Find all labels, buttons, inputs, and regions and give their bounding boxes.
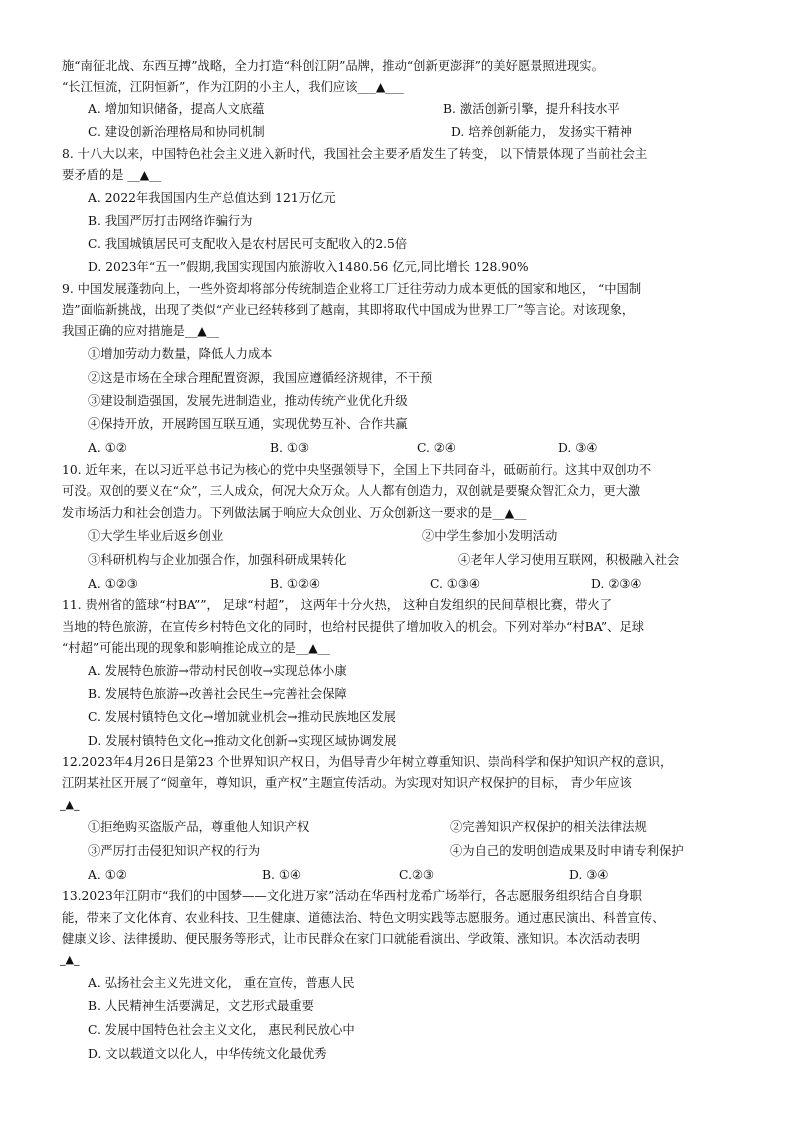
- q10-stem-line-3: 发市场活力和社会创造力。下列做法属于响应大众创业、万众创新这一要求的是__▲__: [62, 506, 527, 520]
- q11-option-d: D. 发展村镇特色文化→推动文化创新→实现区域协调发展: [88, 734, 397, 748]
- q7-option-a: A. 增加知识储备，提高人文底蕴: [88, 102, 265, 116]
- q10-stem-line-1: 10. 近年来，在以习近平总书记为核心的党中央坚强领导下，全国上下共同奋斗，砥砺前行。这其中双创功不: [62, 463, 652, 477]
- q13-stem-line-2: 能，带来了文化体育、农业科技、卫生健康、道德法治、特色文明实践等志愿服务。通过惠民演出、科普宣传、: [62, 911, 665, 925]
- q9-item-2: ②这是市场在全球合理配置资源，我国应遵循经济规律，不干预: [88, 371, 433, 385]
- q13-stem-line-1: 13.2023年江阴市“我们的中国梦——文化进万家”活动在华西村龙希广场举行，各志愿服务组织结合自身职: [62, 889, 642, 903]
- q13-stem-line-3: 健康义诊、法律援助、便民服务等形式，让市民群众在家门口就能看演出、学政策、涨知识。本次活动表明: [62, 932, 640, 946]
- q10-item-4: ④老年人学习使用互联网，积极融入社会: [458, 553, 680, 567]
- q10-option-d: D. ②③④: [591, 577, 642, 591]
- q7-option-c: C. 建设创新治理格局和协同机制: [88, 125, 265, 139]
- q12-answer-blank: _▲_: [60, 798, 80, 811]
- q7-stem-line-2: “长江恒流，江阴恒新”，作为江阴的小主人，我们应该___▲___: [62, 80, 404, 94]
- q10-option-b: B. ①②④: [270, 577, 320, 591]
- q9-option-b: B. ①③: [270, 441, 309, 455]
- q9-stem-line-1: 9. 中国发展蓬勃向上，一些外资却将部分传统制造企业将工厂迁往劳动力成本更低的国家和地区， “中国制: [62, 282, 642, 296]
- q12-stem-line-2: 江阴某社区开展了“阅童年，尊知识，重产权”主题宣传活动。为实现对知识产权保护的目标， 青少年应该: [62, 776, 632, 790]
- q12-option-b: B. ①④: [262, 868, 301, 882]
- q8-stem-line-2: 要矛盾的是 __▲__: [62, 168, 162, 182]
- q13-answer-blank: _▲_: [60, 953, 80, 966]
- q7-option-b: B. 激活创新引擎，提升科技水平: [443, 102, 620, 116]
- q13-option-c: C. 发展中国特色社会主义文化， 惠民利民放心中: [88, 1023, 355, 1037]
- q12-option-c: C.②③: [399, 868, 434, 882]
- q12-stem-line-1: 12.2023年4月26日是第23 个世界知识产权日，为倡导青少年树立尊重知识、崇尚科学和保护知识产权的意识，: [62, 755, 673, 769]
- q9-item-3: ③建设制造强国，发展先进制造业，推动传统产业优化升级: [88, 394, 408, 408]
- q9-item-4: ④保持开放，开展跨国互联互通，实现优势互补、合作共赢: [88, 417, 408, 431]
- q8-option-b: B. 我国严厉打击网络诈骗行为: [88, 214, 253, 228]
- q10-item-1: ①大学生毕业后返乡创业: [88, 529, 224, 543]
- q11-option-a: A. 发展特色旅游→带动村民创收→实现总体小康: [88, 664, 347, 678]
- q12-option-a: A. ①②: [88, 868, 127, 882]
- q9-option-a: A. ①②: [88, 441, 127, 455]
- q9-option-d: D. ③④: [558, 441, 598, 455]
- q10-option-c: C. ①③④: [430, 577, 480, 591]
- q11-stem-line-1: 11. 贵州省的篮球“村BA””， 足球“村超”， 这两年十分火热， 这种自发组织的民间草根比赛，带火了: [62, 598, 613, 612]
- q9-item-1: ①增加劳动力数量，降低人力成本: [88, 347, 273, 361]
- q8-option-d: D. 2023年“五一”假期,我国实现国内旅游收入1480.56 亿元,同比增长 128.90%: [88, 260, 529, 274]
- q11-option-c: C. 发展村镇特色文化→增加就业机会→推动民族地区发展: [88, 710, 396, 724]
- q13-option-a: A. 弘扬社会主义先进文化， 重在宣传，普惠人民: [88, 976, 355, 990]
- q8-option-a: A. 2022年我国国内生产总值达到 121万亿元: [88, 191, 336, 205]
- q12-item-4: ④为自己的发明创造成果及时申请专利保护: [450, 844, 684, 858]
- q10-stem-line-2: 可没。双创的要义在“众”，三人成众，何况大众万众。人人都有创造力，双创就是要聚众智汇众力，更大激: [62, 484, 641, 498]
- q13-option-b: B. 人民精神生活要满足，文艺形式最重要: [88, 999, 314, 1013]
- q10-item-3: ③科研机构与企业加强合作，加强科研成果转化: [88, 553, 347, 567]
- q11-stem-line-3: “村超”可能出现的现象和影响推论成立的是__▲__: [62, 641, 330, 655]
- q10-item-2: ②中学生参加小发明活动: [422, 529, 558, 543]
- q10-option-a: A. ①②③: [88, 577, 138, 591]
- q13-option-d: D. 文以载道文以化人，中华传统文化最优秀: [88, 1047, 327, 1061]
- q8-stem-line-1: 8. 十八大以来，中国特色社会主义进入新时代，我国社会主要矛盾发生了转变， 以下情景体现了当前社会主: [62, 147, 648, 161]
- q12-item-1: ①拒绝购买盗版产品，尊重他人知识产权: [88, 820, 310, 834]
- q12-option-d: D. ③④: [569, 868, 609, 882]
- q9-stem-line-2: 造”面临新挑战，出现了类似“产业已经转移到了越南，其即将取代中国成为世界工厂”等言论。对该现象，: [62, 303, 635, 317]
- q8-option-c: C. 我国城镇居民可支配收入是农村居民可支配收入的2.5倍: [88, 237, 408, 251]
- q9-stem-line-3: 我国正确的应对措施是__▲__: [62, 324, 220, 338]
- q12-item-3: ③严厉打击侵犯知识产权的行为: [88, 844, 261, 858]
- q9-option-c: C. ②④: [417, 441, 456, 455]
- q7-option-d: D. 培养创新能力， 发扬实干精神: [451, 125, 633, 139]
- q11-option-b: B. 发展特色旅游→改善社会民生→完善社会保障: [88, 687, 347, 701]
- q12-item-2: ②完善知识产权保护的相关法律法规: [450, 820, 647, 834]
- q11-stem-line-2: 当地的特色旅游，在宣传乡村特色文化的同时，也给村民提供了增加收入的机会。下列对举办“村BA”、足球: [62, 620, 645, 634]
- q7-stem-line-1: 施“南征北战、东西互搏”战略，全力打造“科创江阴”品牌，推动“创新更澎湃”的美好愿景照进现实。: [62, 59, 604, 73]
